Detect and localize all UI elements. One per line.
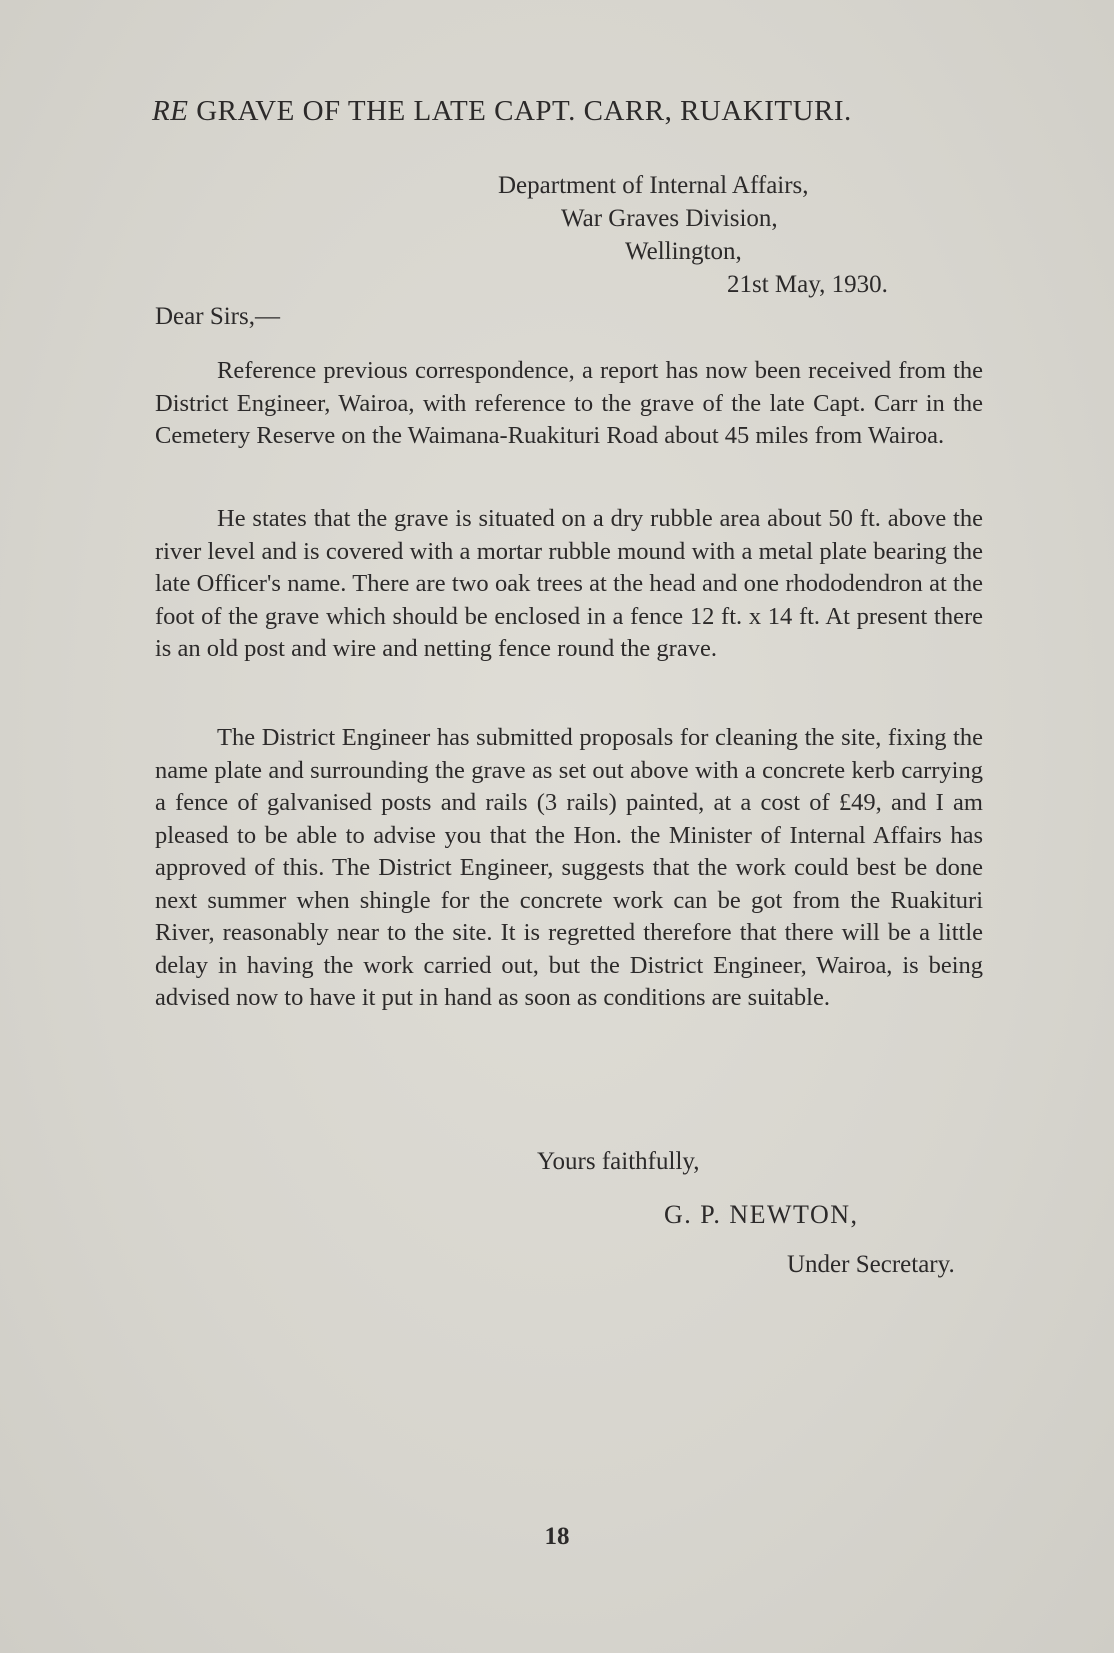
valediction: Yours faithfully, xyxy=(537,1148,700,1175)
letter-date: 21st May, 1930. xyxy=(727,271,888,298)
paragraph-3: The District Engineer has submitted proposals for cleaning the site, fixing the name plate and surrounding the grave as set out above with a concrete kerb carrying a fence of galvanised posts and rails (3 rails) painted, at a cost of £49, and I am pleased to be able to advise you that the Hon. the Minister of Internal Affairs has approved of this. The District Engineer, suggests that the work could best be done next summer when shingle for the concrete work can be got from the Ruakituri River, reasonably near to the site. It is regretted therefore that there will be a little delay in having the work carried out, but the District Engineer, Wairoa, is being advised now to have it put in hand as soon as conditions are suitable. xyxy=(155,724,983,1011)
letter-title xyxy=(152,95,852,128)
page-number: 18 xyxy=(544,1523,570,1550)
signatory-name: G. P. NEWTON, xyxy=(664,1200,859,1229)
address-division: War Graves Division, xyxy=(561,205,778,232)
address-city: Wellington, xyxy=(625,238,742,265)
paragraph-1: Reference previous correspondence, a report has now been received from the District Engineer, Wairoa, with reference to the grave of the late Capt. Carr in the Cemetery Reserve on the Waimana-Ruakituri Road about 45 miles from Wairoa. xyxy=(155,357,983,449)
title-prefix: RE xyxy=(152,95,189,127)
title-text: GRAVE OF THE LATE CAPT. CARR, RUAKITURI. xyxy=(188,95,852,127)
address-department: Department of Internal Affairs, xyxy=(498,172,809,199)
paragraph-2: He states that the grave is situated on a dry rubble area about 50 ft. above the river level and is covered with a mortar rubble mound with a metal plate bearing the late Officer's name. There are two oak trees at the head and one rhododendron at the foot of the grave which should be enclosed in a fence 12 ft. x 14 ft. At present there is an old post and wire and netting fence round the grave. xyxy=(155,505,983,662)
signatory-position: Under Secretary. xyxy=(787,1251,955,1278)
salutation: Dear Sirs,— xyxy=(155,303,280,330)
